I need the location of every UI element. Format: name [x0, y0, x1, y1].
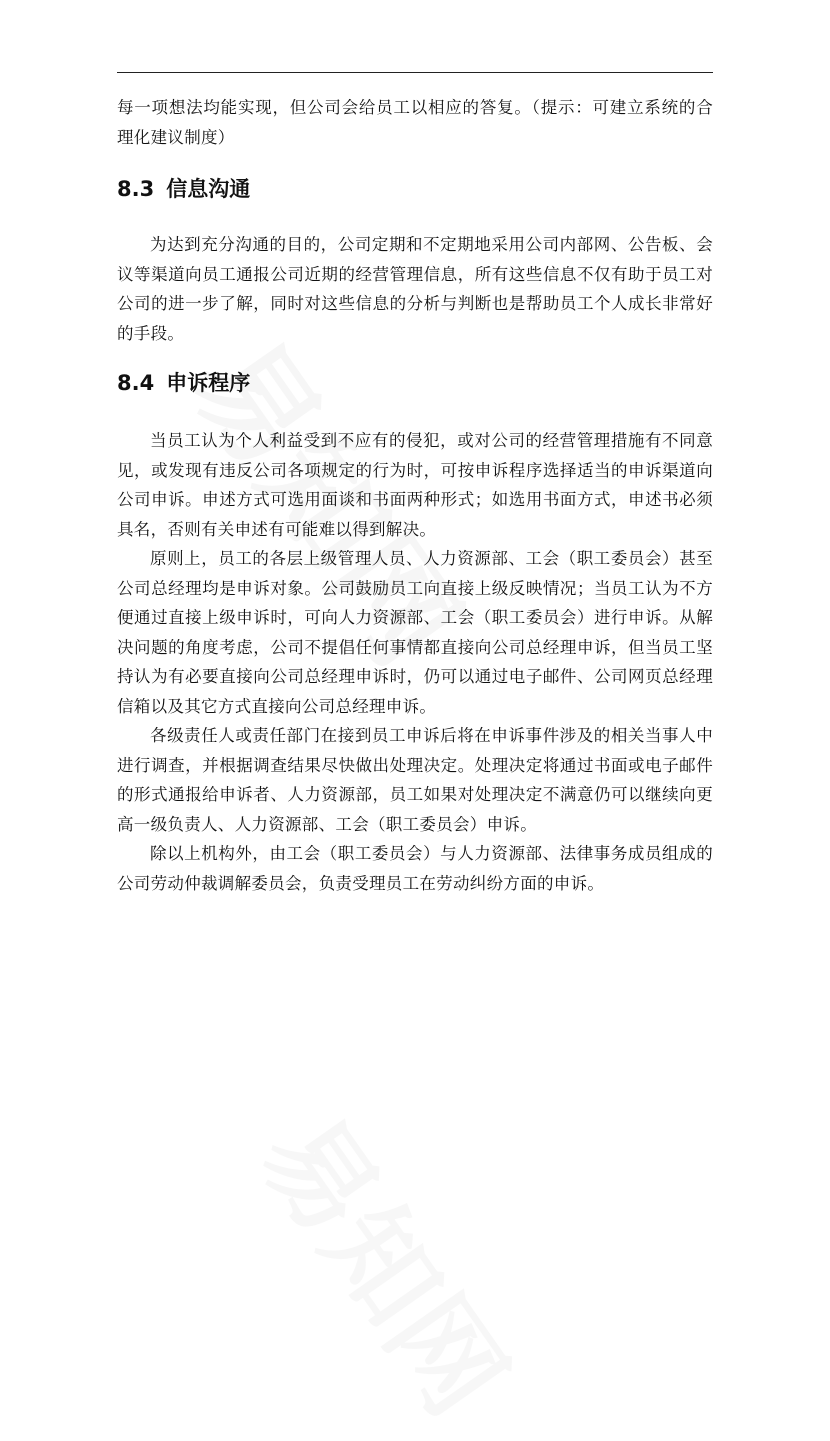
paragraph: 除以上机构外，由工会（职工委员会）与人力资源部、法律事务成员组成的公司劳动仲裁调解委员会，负责受理员工在劳动纠纷方面的申诉。 — [117, 844, 713, 893]
continued-paragraph: 每一项想法均能实现，但公司会给员工以相应的答复。（提示：可建立系统的合理化建议制度） — [117, 98, 713, 147]
section-number: 8.3 — [117, 177, 155, 201]
paragraph: 当员工认为个人利益受到不应有的侵犯，或对公司的经营管理措施有不同意见，或发现有违反公司各项规定的行为时，可按申诉程序选择适当的申诉渠道向公司申诉。申述方式可选用面谈和书面两种形式；如选用书面方式，申述书必须具名，否则有关申述有可能难以得到解决。 — [117, 431, 713, 539]
paragraph: 原则上，员工的各层上级管理人员、人力资源部、工会（职工委员会）甚至公司总经理均是申诉对象。公司鼓励员工向直接上级反映情况；当员工认为不方便通过直接上级申诉时，可向人力资源部、工会（职工委员会）进行申诉。从解决问题的角度考虑，公司不提倡任何事情都直接向公司总经理申诉，但当员工坚持认为有必要直接向公司总经理申诉时，仍可以通过电子邮件、公司网页总经理信箱以及其它方式直接向公司总经理申诉。 — [117, 549, 713, 716]
paragraph: 为达到充分沟通的目的，公司定期和不定期地采用公司内部网、公告板、会议等渠道向员工通报公司近期的经营管理信息，所有这些信息不仅有助于员工对公司的进一步了解，同时对这些信息的分析与判断也是帮助员工个人成长非常好的手段。 — [117, 235, 713, 343]
section-title: 申诉程序 — [166, 371, 251, 395]
section-number: 8.4 — [117, 371, 155, 395]
page-content — [117, 93, 713, 898]
section-title: 信息沟通 — [166, 177, 251, 201]
watermark-lower — [231, 1080, 550, 1441]
section-heading-8-4 — [117, 368, 713, 398]
header-rule — [117, 72, 713, 73]
paragraph: 各级责任人或责任部门在接到员工申诉后将在申诉事件涉及的相关当事人中进行调查，并根据调查结果尽快做出处理决定。处理决定将通过书面或电子邮件的形式通报给申诉者、人力资源部，员工如果对处理决定不满意仍可以继续向更高一级负责人、人力资源部、工会（职工委员会）申诉。 — [117, 726, 713, 834]
section-heading-8-3 — [117, 174, 713, 204]
